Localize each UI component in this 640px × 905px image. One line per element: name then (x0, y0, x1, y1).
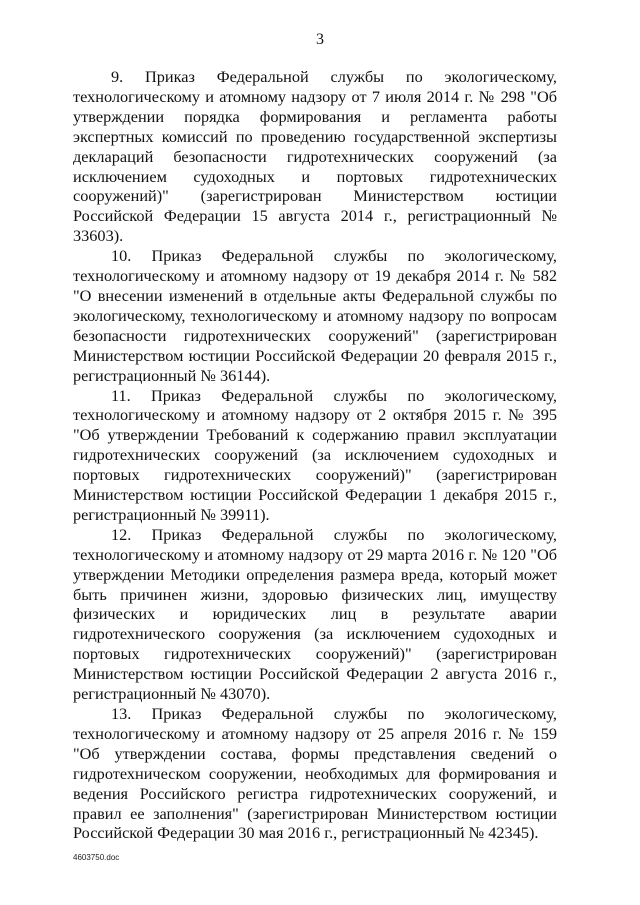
list-item-13: 13. Приказ Федеральной службы по экологическому, технологическому и атомному надзору от 25 апреля 2016 г. № 159 "Об утверждении состава, формы представления сведений о гидротехническом сооружении, необходимых для формирования и ведения Российского регистра гидротехнических сооружений, и правил ее заполнения" (зарегистрирован Министерством юстиции Российской Федерации 30 мая 2016 г., регистрационный № 42345). (73, 704, 557, 843)
list-item-9: 9. Приказ Федеральной службы по экологическому, технологическому и атомному надзору от 7 июля 2014 г. № 298 "Об утверждении порядка формирования и регламента работы экспертных комиссий по проведению государственной экспертизы деклараций безопасности гидротехнических сооружений (за исключением судоходных и портовых гидротехнических сооружений)" (зарегистрирован Министерством юстиции Российской Федерации 15 августа 2014 г., регистрационный № 33603). (73, 67, 557, 246)
list-item-11: 11. Приказ Федеральной службы по экологическому, технологическому и атомному надзору от 2 октября 2015 г. № 395 "Об утверждении Требований к содержанию правил эксплуатации гидротехнических сооружений (за исключением судоходных и портовых гидротехнических сооружений)" (зарегистрирован Министерством юстиции Российской Федерации 1 декабря 2015 г., регистрационный № 39911). (73, 385, 557, 524)
file-name-footer: 4603750.doc (73, 853, 120, 862)
list-item-10: 10. Приказ Федеральной службы по экологическому, технологическому и атомному надзору от 19 декабря 2014 г. № 582 "О внесении изменений в отдельные акты Федеральной службы по экологическому, технологическому и атомному надзору по вопросам безопасности гидротехнических сооружений" (зарегистрирован Министерством юстиции Российской Федерации 20 февраля 2015 г., регистрационный № 36144). (73, 246, 557, 385)
list-item-12: 12. Приказ Федеральной службы по экологическому, технологическому и атомному надзору от 29 марта 2016 г. № 120 "Об утверждении Методики определения размера вреда, который может быть причинен жизни, здоровью физических лиц, имуществу физических и юридических лиц в результате аварии гидротехнического сооружения (за исключением судоходных и портовых гидротехнических сооружений)" (зарегистрирован Министерством юстиции Российской Федерации 2 августа 2016 г., регистрационный № 43070). (73, 524, 557, 704)
document-body (73, 67, 557, 843)
page-number: 3 (316, 31, 324, 48)
